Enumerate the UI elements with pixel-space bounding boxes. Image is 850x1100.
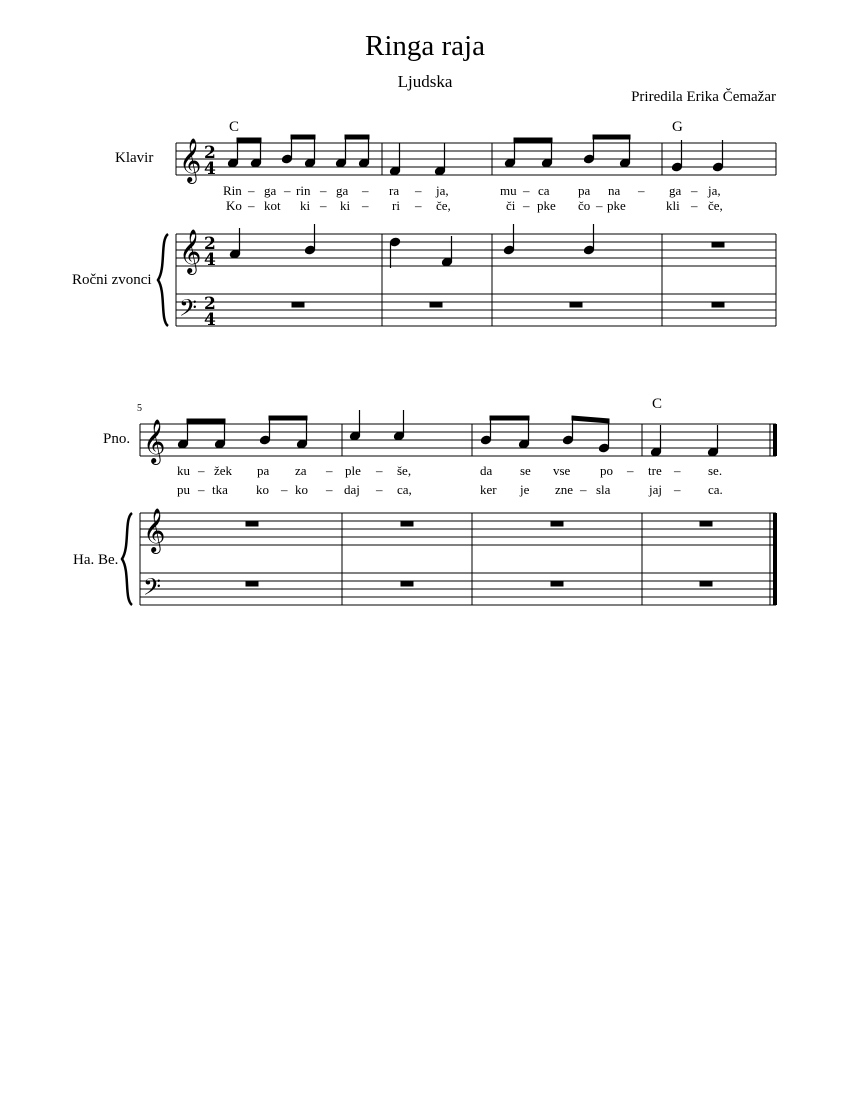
whole-rest xyxy=(246,521,258,526)
lyric-syllable: pu xyxy=(177,482,190,497)
lyric-hyphen: – xyxy=(596,198,603,213)
time-signature-bottom: 4 xyxy=(204,310,216,330)
staff-bells-bass-2 xyxy=(140,573,776,605)
lyric-hyphen: – xyxy=(415,183,422,198)
lyric-syllable: Rin xyxy=(223,183,242,198)
lyric-hyphen: – xyxy=(376,463,383,478)
lyric-hyphen: – xyxy=(638,183,645,198)
lyric-syllable: kot xyxy=(264,198,281,213)
lyric-hyphen: – xyxy=(674,482,681,497)
bass-clef: 𝄢 xyxy=(143,573,162,606)
instrument-label-bells: Ročni zvonci xyxy=(72,272,152,288)
chord-symbol: C xyxy=(652,396,663,412)
whole-rest xyxy=(430,302,442,307)
whole-rest xyxy=(712,302,724,307)
whole-rest xyxy=(292,302,304,307)
lyric-hyphen: – xyxy=(326,463,333,478)
time-signature-top: 2 xyxy=(204,234,216,254)
lyric-syllable: ga xyxy=(264,183,277,198)
lyric-syllable: ker xyxy=(480,482,497,497)
lyric-hyphen: – xyxy=(248,183,255,198)
lyric-syllable: ri xyxy=(392,198,400,213)
lyric-hyphen: – xyxy=(320,183,327,198)
lyric-hyphen: – xyxy=(281,482,288,497)
lyric-syllable: za xyxy=(295,463,307,478)
lyric-hyphen: – xyxy=(674,463,681,478)
lyric-syllable: ca. xyxy=(708,482,723,497)
lyric-syllable: ki xyxy=(300,198,311,213)
lyric-syllable: tka xyxy=(212,482,228,497)
lyric-syllable: na xyxy=(608,183,621,198)
lyric-syllable: pke xyxy=(607,198,626,213)
final-barline xyxy=(773,424,777,456)
lyric-syllable: če, xyxy=(708,198,723,213)
beam xyxy=(490,416,529,420)
lyric-syllable: pa xyxy=(257,463,270,478)
lyric-syllable: ja, xyxy=(708,183,721,198)
lyric-hyphen: – xyxy=(415,198,422,213)
lyric-syllable: tre xyxy=(648,463,662,478)
brace xyxy=(122,513,132,605)
lyric-syllable: ko xyxy=(295,482,308,497)
bass-clef: 𝄢 xyxy=(179,294,198,327)
lyric-syllable: po xyxy=(600,463,613,478)
lyric-syllable: ca xyxy=(538,183,550,198)
lyric-hyphen: – xyxy=(362,183,369,198)
arranger-credit: Priredila Erika Čemažar xyxy=(631,89,776,105)
lyric-syllable: daj xyxy=(344,482,360,497)
lyric-syllable: se xyxy=(520,463,531,478)
lyric-syllable: je xyxy=(520,482,530,497)
whole-rest xyxy=(551,521,563,526)
beam xyxy=(291,135,315,139)
beam xyxy=(269,416,307,420)
lyric-syllable: pa xyxy=(578,183,591,198)
whole-rest xyxy=(246,581,258,586)
beam xyxy=(572,416,609,423)
lyric-syllable: čo xyxy=(578,198,591,213)
lyric-syllable: ple xyxy=(345,463,361,478)
lyric-syllable: ga xyxy=(336,183,349,198)
beam xyxy=(593,135,630,139)
treble-clef: 𝄞 xyxy=(179,229,202,273)
lyric-syllable: se. xyxy=(708,463,723,478)
staff-melody-1 xyxy=(176,143,776,175)
lyric-hyphen: – xyxy=(320,198,327,213)
whole-rest xyxy=(712,242,724,247)
lyric-syllable: jaj xyxy=(649,482,662,497)
chord-symbol: C xyxy=(229,119,240,135)
lyric-syllable: ga xyxy=(669,183,682,198)
lyric-syllable: zne xyxy=(555,482,574,497)
instrument-label-melody: Pno. xyxy=(103,431,131,447)
lyric-hyphen: – xyxy=(523,183,530,198)
lyric-hyphen: – xyxy=(691,198,698,213)
brace xyxy=(158,234,168,326)
score-title: Ringa raja xyxy=(365,30,485,62)
lyric-syllable: či xyxy=(506,198,516,213)
score-subtitle: Ljudska xyxy=(397,72,453,91)
lyric-syllable: rin xyxy=(296,183,311,198)
treble-clef: 𝄞 xyxy=(143,508,166,552)
lyric-syllable: ko xyxy=(256,482,269,497)
lyric-syllable: ra xyxy=(389,183,400,198)
lyric-hyphen: – xyxy=(376,482,383,497)
lyric-syllable: ca, xyxy=(397,482,412,497)
lyric-syllable: da xyxy=(480,463,493,478)
chord-symbol: G xyxy=(672,119,683,135)
whole-rest xyxy=(700,521,712,526)
treble-clef: 𝄞 xyxy=(179,138,202,182)
staff-bells-treble-1 xyxy=(176,234,776,266)
lyric-syllable: kli xyxy=(666,198,680,213)
whole-rest xyxy=(700,581,712,586)
beam xyxy=(345,135,369,139)
lyric-hyphen: – xyxy=(198,482,205,497)
time-signature-bottom: 4 xyxy=(204,159,216,179)
final-barline xyxy=(773,513,777,605)
lyric-syllable: mu xyxy=(500,183,517,198)
treble-clef: 𝄞 xyxy=(143,419,166,463)
instrument-label-melody: Klavir xyxy=(115,150,154,166)
lyric-syllable: še, xyxy=(397,463,412,478)
beam xyxy=(187,419,225,423)
whole-rest xyxy=(570,302,582,307)
lyric-syllable: pke xyxy=(537,198,556,213)
whole-rest xyxy=(551,581,563,586)
lyric-syllable: ja, xyxy=(436,183,449,198)
lyric-hyphen: – xyxy=(362,198,369,213)
measure-number: 5 xyxy=(137,403,142,414)
time-signature-top: 2 xyxy=(204,143,216,163)
lyric-hyphen: – xyxy=(284,183,291,198)
whole-rest xyxy=(401,581,413,586)
lyric-hyphen: – xyxy=(326,482,333,497)
lyric-syllable: žek xyxy=(214,463,233,478)
instrument-label-bells: Ha. Be. xyxy=(73,552,119,568)
lyric-syllable: Ko xyxy=(226,198,242,213)
staff-bells-bass-1 xyxy=(176,294,776,326)
beam xyxy=(237,138,261,142)
lyric-syllable: ki xyxy=(340,198,351,213)
time-signature-top: 2 xyxy=(204,294,216,314)
lyric-syllable: vse xyxy=(553,463,571,478)
lyric-syllable: ku xyxy=(177,463,190,478)
staff-melody-2 xyxy=(140,424,776,456)
staff-bells-treble-2 xyxy=(140,513,776,545)
time-signature-bottom: 4 xyxy=(204,250,216,270)
lyric-syllable: če, xyxy=(436,198,451,213)
lyric-hyphen: – xyxy=(580,482,587,497)
lyric-syllable: sla xyxy=(596,482,611,497)
lyric-hyphen: – xyxy=(523,198,530,213)
lyric-hyphen: – xyxy=(627,463,634,478)
whole-rest xyxy=(401,521,413,526)
lyric-hyphen: – xyxy=(198,463,205,478)
lyric-hyphen: – xyxy=(691,183,698,198)
beam xyxy=(514,138,552,142)
lyric-hyphen: – xyxy=(248,198,255,213)
